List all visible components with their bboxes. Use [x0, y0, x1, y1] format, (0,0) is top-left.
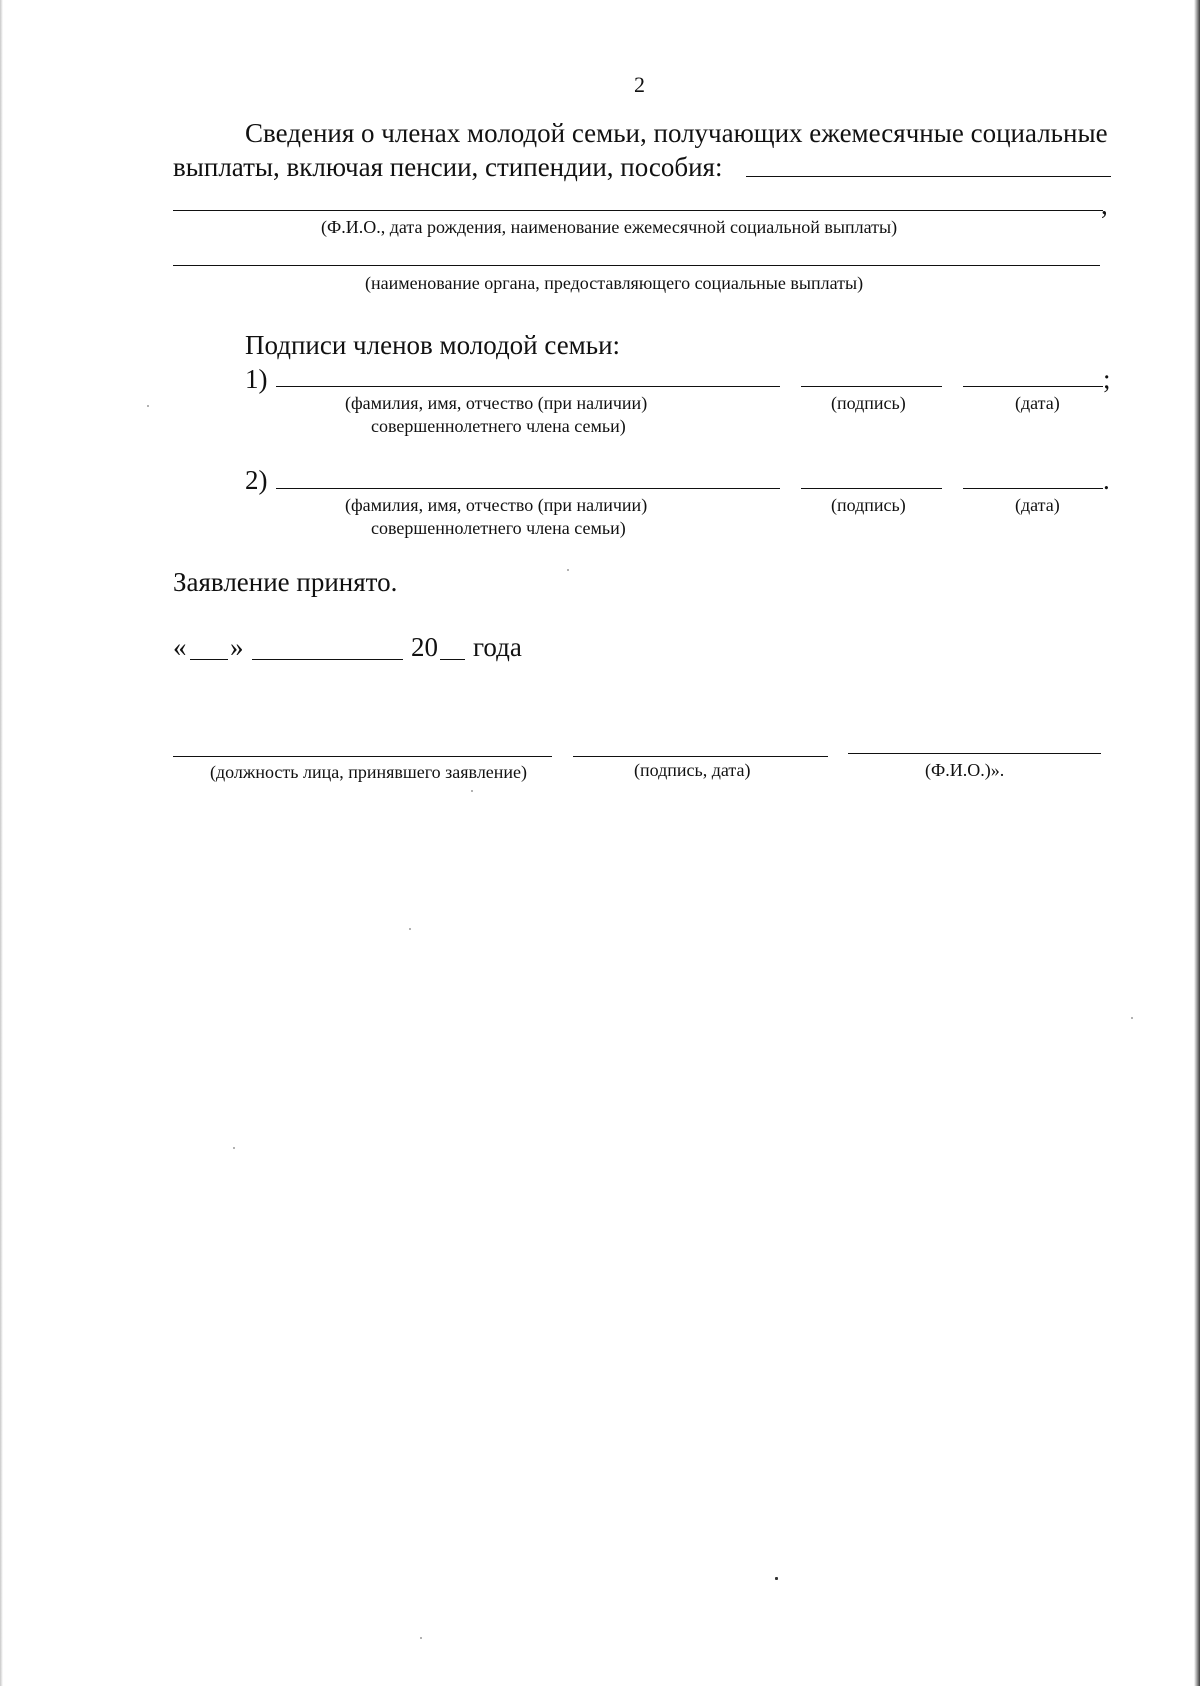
scan-speck — [147, 405, 149, 407]
info-field-line-2 — [173, 210, 1103, 211]
date-year-line — [440, 659, 465, 660]
member-1-end-punct: ; — [1103, 364, 1111, 394]
date-day-line — [190, 659, 228, 660]
scan-speck — [1131, 1017, 1133, 1019]
scan-speck — [420, 1637, 422, 1639]
member-2-caption-signature: (подпись) — [831, 495, 906, 515]
scan-speck — [775, 1577, 778, 1580]
member-1-signature-line — [801, 386, 942, 387]
member-2-date-line — [963, 488, 1103, 489]
caption-position: (должность лица, принявшего заявление) — [210, 762, 528, 782]
date-month-line — [252, 659, 403, 660]
date-year-suffix: года — [473, 632, 522, 662]
fio-line — [848, 753, 1101, 754]
date-year-prefix: 20 — [411, 632, 438, 662]
member-1-name-line — [276, 386, 780, 387]
date-open-quote: « — [173, 632, 187, 662]
scan-speck — [471, 790, 473, 792]
info-paragraph-line-1: Сведения о членах молодой семьи, получающих ежемесячные социальные — [245, 118, 1108, 148]
member-1-caption-name-2: совершеннолетнего члена семьи) — [371, 416, 626, 436]
member-2-end-punct: . — [1103, 465, 1110, 495]
scan-speck — [409, 928, 411, 930]
organ-field-line — [173, 265, 1100, 266]
signature-date-line — [573, 756, 828, 757]
member-2-caption-date: (дата) — [1015, 495, 1060, 515]
acceptance-text: Заявление принято. — [173, 567, 398, 597]
member-1-caption-name-1: (фамилия, имя, отчество (при наличии) — [345, 393, 648, 413]
signatures-heading: Подписи членов молодой семьи: — [245, 330, 621, 360]
scan-edge-right — [1194, 0, 1200, 1686]
member-1-caption-date: (дата) — [1015, 393, 1060, 413]
caption-signature-date: (подпись, дата) — [634, 760, 751, 780]
info-paragraph-line-2: выплаты, включая пенсии, стипендии, пособия: — [173, 152, 723, 182]
scan-speck — [233, 1147, 235, 1149]
caption-organ: (наименование органа, предоставляющего социальные выплаты) — [365, 273, 864, 293]
member-2-number: 2) — [245, 465, 268, 495]
member-2-caption-name-1: (фамилия, имя, отчество (при наличии) — [345, 495, 648, 515]
member-1-caption-signature: (подпись) — [831, 393, 906, 413]
member-2-signature-line — [801, 488, 942, 489]
date-close-quote: » — [230, 632, 244, 662]
caption-fio: (Ф.И.О.)». — [925, 760, 1005, 780]
member-2-name-line — [276, 488, 780, 489]
scan-speck — [567, 569, 569, 571]
member-1-date-line — [963, 386, 1103, 387]
info-comma: , — [1101, 190, 1108, 220]
info-field-line-1 — [746, 176, 1111, 177]
scan-edge-left — [0, 0, 3, 1686]
member-2-caption-name-2: совершеннолетнего члена семьи) — [371, 518, 626, 538]
caption-person-info: (Ф.И.О., дата рождения, наименование ежемесячной социальной выплаты) — [321, 217, 898, 237]
position-line — [173, 756, 552, 757]
page-number: 2 — [634, 72, 645, 97]
member-1-number: 1) — [245, 364, 268, 394]
